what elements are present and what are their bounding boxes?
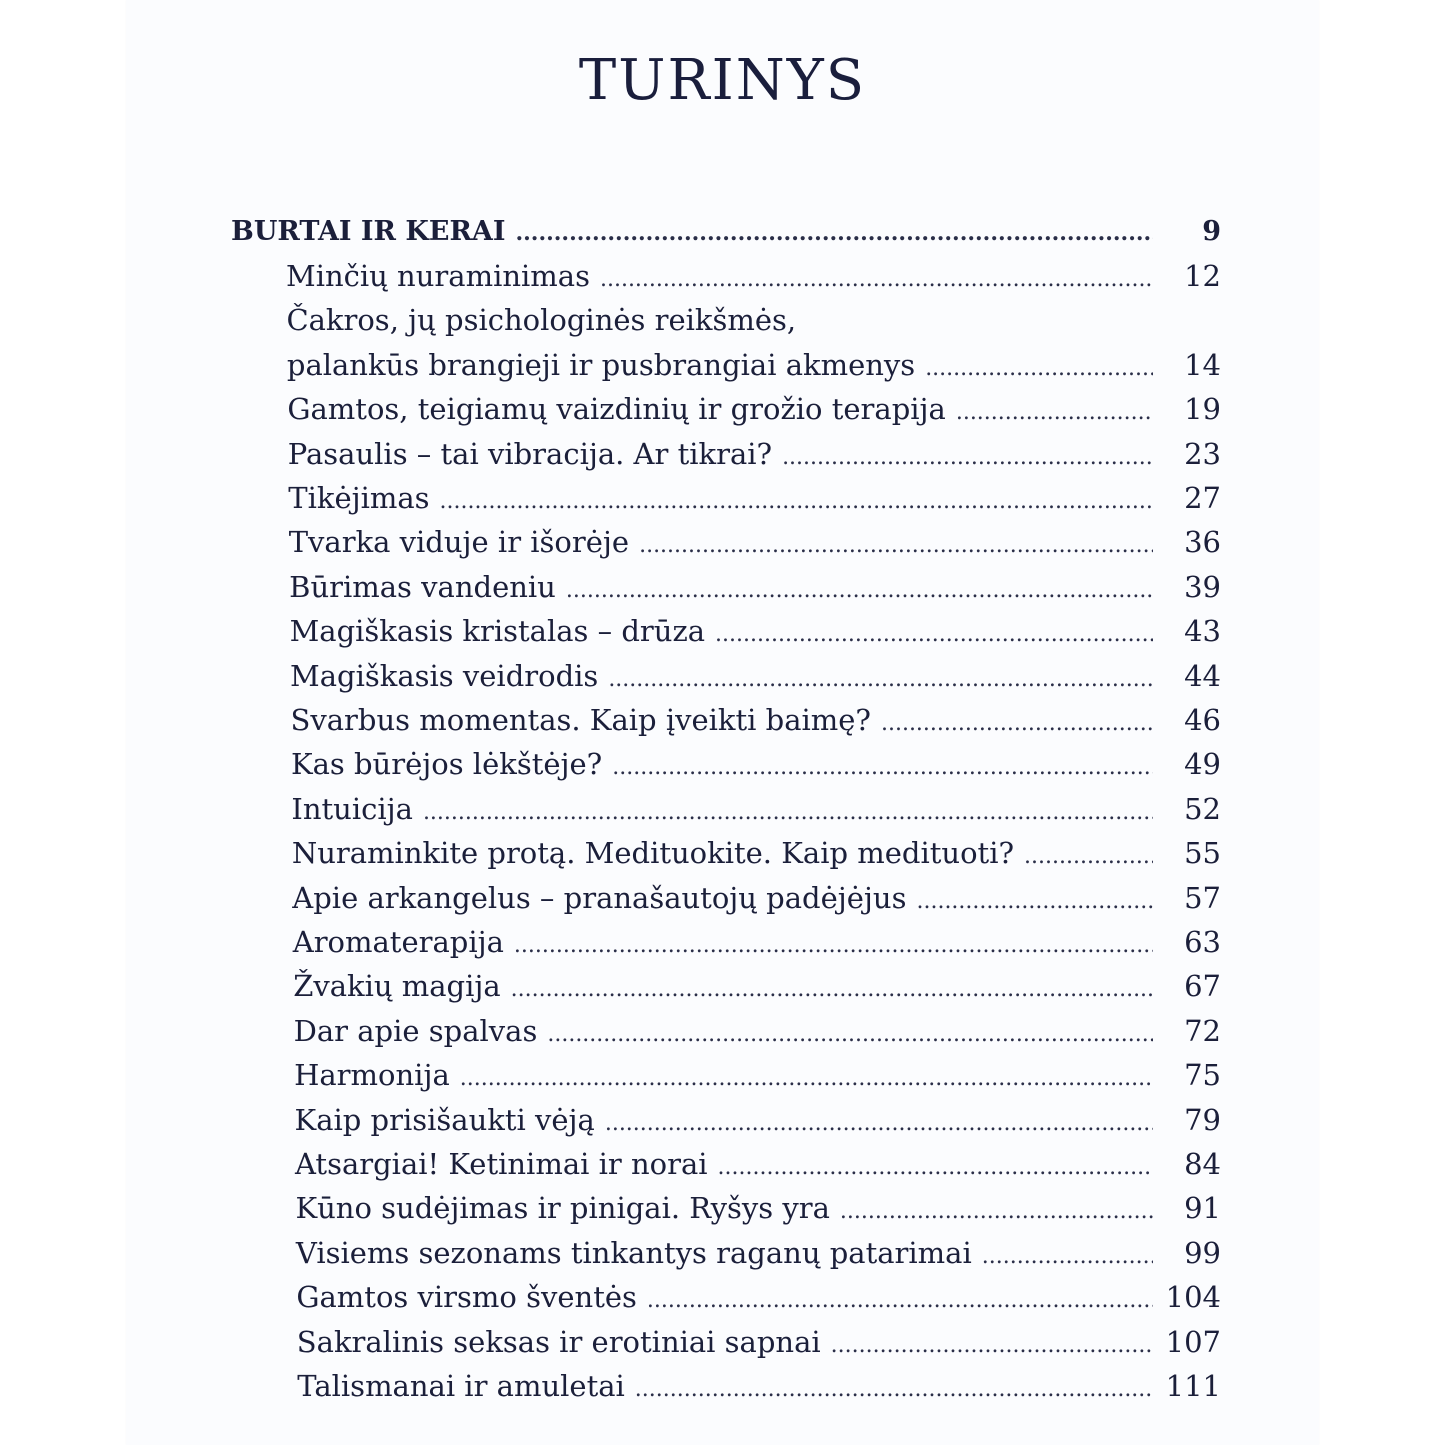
toc-entry-page: 57 (1184, 880, 1221, 915)
toc-entry (297, 1366, 1221, 1406)
toc-entry-page: 44 (1184, 658, 1221, 693)
dot-leader (831, 1326, 1153, 1366)
dot-leader (511, 970, 1153, 1010)
toc-entry-label: Intuicija (291, 791, 413, 826)
toc-entry-page: 75 (1184, 1058, 1221, 1093)
dot-leader (956, 393, 1153, 433)
toc-entry (295, 1144, 1221, 1184)
toc-entry-label: Kaip prisišaukti vėją (294, 1102, 595, 1137)
toc-entry (292, 878, 1221, 918)
toc-entry (295, 1100, 1221, 1140)
dot-leader (840, 1192, 1153, 1232)
toc-entry-page: 36 (1184, 525, 1221, 560)
toc-entry (294, 1055, 1221, 1095)
toc-entry (287, 389, 1221, 429)
toc-entry (296, 1277, 1221, 1317)
toc-entry-page: 19 (1184, 392, 1221, 427)
dot-leader (982, 1237, 1153, 1277)
toc-entry (291, 744, 1221, 784)
toc-entry (292, 833, 1221, 873)
dot-leader (612, 748, 1153, 788)
toc-entry (296, 1233, 1221, 1273)
toc-entry-label: Sakralinis seksas ir erotiniai sapnai (296, 1324, 821, 1359)
toc-entry (293, 966, 1221, 1006)
toc-entry-label: Talismanai ir amuletai (297, 1369, 625, 1403)
toc-entry-label: Gamtos virsmo šventės (296, 1280, 637, 1315)
toc-entry-label: palankūs brangieji ir pusbrangiai akmenys (286, 347, 916, 382)
toc-entry-page: 55 (1184, 836, 1221, 871)
toc-section-page: 9 (1202, 216, 1221, 247)
dot-leader (718, 1148, 1153, 1188)
toc-entry-page: 72 (1184, 1013, 1221, 1048)
toc-entry-page: 79 (1184, 1102, 1221, 1137)
toc-entry-page: 52 (1184, 791, 1221, 826)
toc-entry-page: 12 (1184, 259, 1221, 293)
toc-entry-page: 107 (1165, 1324, 1221, 1359)
book-page (126, 0, 1319, 1445)
dot-leader (916, 882, 1153, 922)
toc-entry-page: 104 (1165, 1280, 1221, 1315)
toc-entry (290, 656, 1221, 696)
toc-entry-label: Apie arkangelus – pranašautojų padėjėjus (292, 880, 907, 915)
toc-entry-label: Nuraminkite protą. Medituokite. Kaip medituoti? (291, 836, 1015, 871)
dot-leader (515, 213, 1153, 253)
toc-entry-page: 99 (1184, 1235, 1221, 1270)
toc-entry (294, 1011, 1221, 1051)
toc-entry-page: 46 (1184, 703, 1221, 737)
toc-entry-label: Tikėjimas (288, 481, 430, 515)
toc-entry-label: Svarbus momentas. Kaip įveikti baimę? (290, 703, 871, 737)
dot-leader (925, 349, 1153, 389)
toc-entry-page: 111 (1165, 1369, 1221, 1403)
dot-leader (514, 926, 1153, 966)
toc-entry-label: Kūno sudėjimas ir pinigai. Ryšys yra (295, 1191, 830, 1226)
toc-entry (295, 1188, 1221, 1228)
dot-leader (440, 482, 1153, 522)
toc-entry-label: Pasaulis – tai vibracija. Ar tikrai? (287, 436, 773, 471)
toc-entry (290, 611, 1221, 651)
toc-entry-page: 23 (1184, 436, 1221, 471)
dot-leader (605, 1104, 1153, 1144)
toc-entry-label: Čakros, jų psichologinės reikšmės, (286, 303, 797, 338)
toc-entry (288, 478, 1221, 518)
toc-entry-page: 27 (1184, 481, 1221, 515)
toc-entry-page: 39 (1184, 569, 1221, 604)
toc-entry-label: Dar apie spalvas (293, 1013, 538, 1048)
dot-leader (608, 660, 1153, 700)
toc-entry-label: Žvakių magija (293, 969, 501, 1004)
toc-section-label: BURTAI IR KERAI (231, 216, 506, 247)
toc-entry-page: 49 (1184, 747, 1221, 782)
toc-entry-page: 63 (1184, 925, 1221, 959)
toc-entry (287, 345, 1221, 385)
toc-entry (297, 1322, 1221, 1362)
dot-leader (547, 1015, 1153, 1055)
dot-leader (647, 1281, 1153, 1321)
toc-entry (291, 789, 1221, 829)
toc-entry-label: Atsargiai! Ketinimai ir norai (295, 1147, 708, 1181)
dot-leader (635, 1370, 1153, 1410)
toc-entry-label: Kas būrėjos lėkštėje? (290, 747, 603, 782)
toc-entry-page: 67 (1184, 969, 1221, 1004)
toc-entry (288, 434, 1221, 474)
toc-entry-label: Magiškasis veidrodis (290, 658, 599, 693)
toc-entry (286, 256, 1221, 296)
toc-entry-label: Minčių nuraminimas (286, 259, 590, 293)
dot-leader (639, 526, 1153, 566)
toc-entry-page: 43 (1184, 614, 1221, 649)
toc-entry (289, 567, 1221, 607)
toc-entry (293, 922, 1221, 962)
toc-entry-label: Harmonija (294, 1058, 450, 1093)
toc-entry-label: Aromaterapija (292, 925, 504, 959)
toc-entry-page: 14 (1184, 347, 1221, 382)
toc-entry-label: Gamtos, teigiamų vaizdinių ir grožio terapija (287, 392, 946, 427)
toc-entry-label: Magiškasis kristalas – drūza (289, 614, 706, 649)
page-title: TURINYS (578, 48, 867, 113)
dot-leader (460, 1059, 1153, 1099)
dot-leader (600, 260, 1153, 300)
toc-entry-label: Visiems sezonams tinkantys raganų patarimai (295, 1235, 972, 1270)
toc-entry (286, 300, 1221, 340)
dot-leader (1024, 837, 1153, 877)
dot-leader (423, 793, 1153, 833)
toc-entry-label: Būrimas vandeniu (289, 569, 556, 604)
dot-leader (881, 704, 1153, 744)
toc-entry-label: Tvarka viduje ir išorėje (288, 525, 630, 560)
dot-leader (566, 571, 1153, 611)
dot-leader (782, 438, 1153, 478)
toc-section-row (231, 212, 1221, 252)
toc-entry (289, 522, 1221, 562)
toc-entry (291, 700, 1222, 740)
toc-entry-page: 84 (1184, 1147, 1221, 1181)
toc-entry-page: 91 (1184, 1191, 1221, 1226)
dot-leader (715, 615, 1153, 655)
